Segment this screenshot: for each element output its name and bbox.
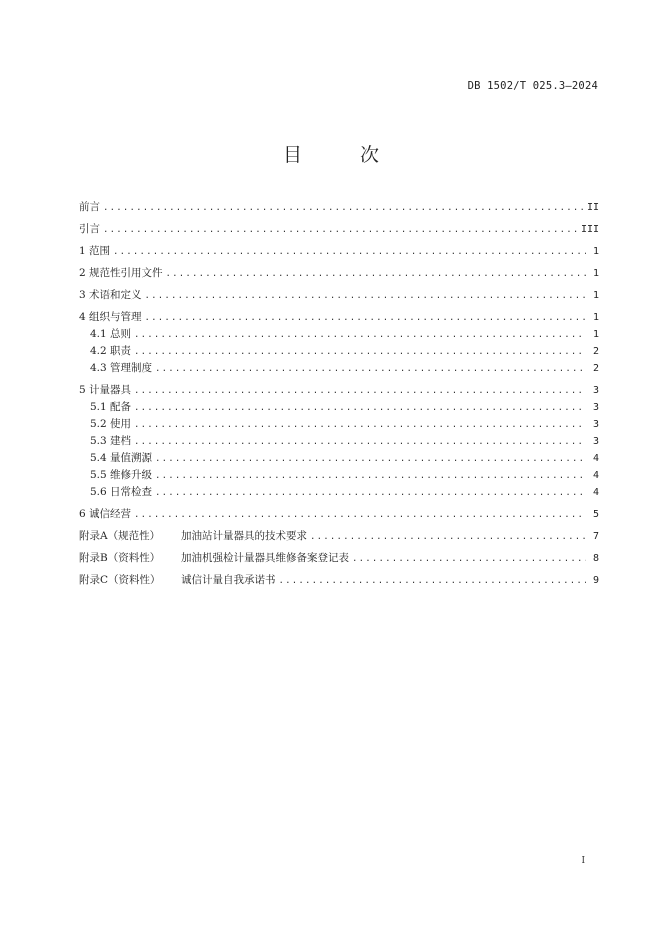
toc-entry-page: 3 bbox=[592, 402, 599, 413]
toc-entry-page: II bbox=[586, 202, 599, 213]
toc-entry-page: 3 bbox=[592, 419, 599, 430]
toc-entry[interactable] bbox=[79, 484, 599, 501]
document-code: DB 1502/T 025.3—2024 bbox=[467, 80, 598, 92]
toc-entry-label: 5.1 配备 bbox=[90, 401, 132, 413]
toc-entry-page: 4 bbox=[592, 487, 599, 498]
dot-leader bbox=[113, 244, 586, 261]
dot-leader bbox=[103, 222, 578, 239]
toc-entry-page: 2 bbox=[592, 346, 599, 357]
toc-entry-label: 6 诚信经营 bbox=[79, 508, 132, 520]
toc-entry-page: 1 bbox=[592, 329, 599, 340]
dot-leader bbox=[155, 485, 586, 502]
toc-entry-label: 3 术语和定义 bbox=[79, 289, 142, 301]
toc-entry[interactable] bbox=[79, 343, 599, 360]
dot-leader bbox=[134, 507, 586, 524]
toc-entry-label: 5.4 量值溯源 bbox=[90, 452, 153, 464]
annex-designation: 附录C（资料性） bbox=[79, 574, 161, 586]
toc-entry-page: 5 bbox=[592, 509, 599, 520]
table-of-contents bbox=[79, 199, 599, 589]
dot-leader bbox=[166, 266, 586, 283]
toc-entry-label bbox=[79, 550, 349, 567]
toc-entry[interactable] bbox=[79, 416, 599, 433]
toc-entry-label: 引言 bbox=[79, 223, 100, 235]
annex-title: 加油站计量器具的技术要求 bbox=[181, 530, 307, 542]
dot-leader bbox=[155, 361, 586, 378]
toc-entry[interactable] bbox=[79, 309, 599, 326]
toc-entry-page: 1 bbox=[592, 312, 599, 323]
toc-entry[interactable] bbox=[79, 199, 599, 216]
toc-entry-label: 5.5 维修升级 bbox=[90, 469, 153, 481]
dot-leader bbox=[134, 327, 586, 344]
toc-entry[interactable] bbox=[79, 326, 599, 343]
toc-entry[interactable] bbox=[79, 433, 599, 450]
dot-leader bbox=[352, 551, 586, 568]
dot-leader bbox=[279, 573, 587, 590]
dot-leader bbox=[310, 529, 586, 546]
toc-entry-page: III bbox=[580, 224, 599, 235]
toc-entry-page: 1 bbox=[592, 290, 599, 301]
toc-entry[interactable] bbox=[79, 399, 599, 416]
dot-leader bbox=[134, 400, 586, 417]
dot-leader bbox=[134, 344, 586, 361]
toc-entry-page: 4 bbox=[592, 470, 599, 481]
dot-leader bbox=[134, 417, 586, 434]
toc-entry-page: 9 bbox=[592, 575, 599, 586]
annex-designation: 附录B（资料性） bbox=[79, 552, 161, 564]
toc-entry[interactable] bbox=[79, 382, 599, 399]
page-number: I bbox=[581, 856, 585, 866]
toc-entry[interactable] bbox=[79, 550, 599, 567]
toc-entry-label: 4 组织与管理 bbox=[79, 311, 142, 323]
toc-entry[interactable] bbox=[79, 360, 599, 377]
toc-entry[interactable] bbox=[79, 467, 599, 484]
toc-entry-label: 4.2 职责 bbox=[90, 345, 132, 357]
dot-leader bbox=[103, 200, 584, 217]
toc-entry[interactable] bbox=[79, 221, 599, 238]
dot-leader bbox=[145, 310, 586, 327]
dot-leader bbox=[155, 468, 586, 485]
toc-entry[interactable] bbox=[79, 287, 599, 304]
toc-entry-label: 4.3 管理制度 bbox=[90, 362, 153, 374]
toc-entry-label: 2 规范性引用文件 bbox=[79, 267, 163, 279]
dot-leader bbox=[134, 434, 586, 451]
toc-entry-page: 7 bbox=[592, 531, 599, 542]
toc-title: 目 次 bbox=[282, 144, 406, 166]
toc-entry-page: 1 bbox=[592, 246, 599, 257]
dot-leader bbox=[145, 288, 586, 305]
toc-entry-page: 8 bbox=[592, 553, 599, 564]
dot-leader bbox=[155, 451, 586, 468]
annex-title: 加油机强检计量器具维修备案登记表 bbox=[181, 552, 349, 564]
toc-entry-label: 5.2 使用 bbox=[90, 418, 132, 430]
toc-entry-label: 5.3 建档 bbox=[90, 435, 132, 447]
toc-entry[interactable] bbox=[79, 528, 599, 545]
toc-entry[interactable] bbox=[79, 265, 599, 282]
toc-entry-page: 3 bbox=[592, 436, 599, 447]
toc-entry-label bbox=[79, 572, 276, 589]
toc-entry[interactable] bbox=[79, 450, 599, 467]
toc-entry-page: 1 bbox=[592, 268, 599, 279]
toc-entry[interactable] bbox=[79, 572, 599, 589]
toc-entry-page: 4 bbox=[592, 453, 599, 464]
toc-entry-label: 5 计量器具 bbox=[79, 384, 132, 396]
annex-designation: 附录A（规范性） bbox=[79, 530, 161, 542]
annex-title: 诚信计量自我承诺书 bbox=[181, 574, 276, 586]
toc-entry[interactable] bbox=[79, 243, 599, 260]
toc-entry-label bbox=[79, 528, 307, 545]
toc-entry-page: 3 bbox=[592, 385, 599, 396]
toc-entry-page: 2 bbox=[592, 363, 599, 374]
dot-leader bbox=[134, 383, 586, 400]
toc-entry[interactable] bbox=[79, 506, 599, 523]
toc-entry-label: 1 范围 bbox=[79, 245, 111, 257]
toc-entry-label: 4.1 总则 bbox=[90, 328, 132, 340]
toc-entry-label: 5.6 日常检查 bbox=[90, 486, 153, 498]
toc-entry-label: 前言 bbox=[79, 201, 100, 213]
